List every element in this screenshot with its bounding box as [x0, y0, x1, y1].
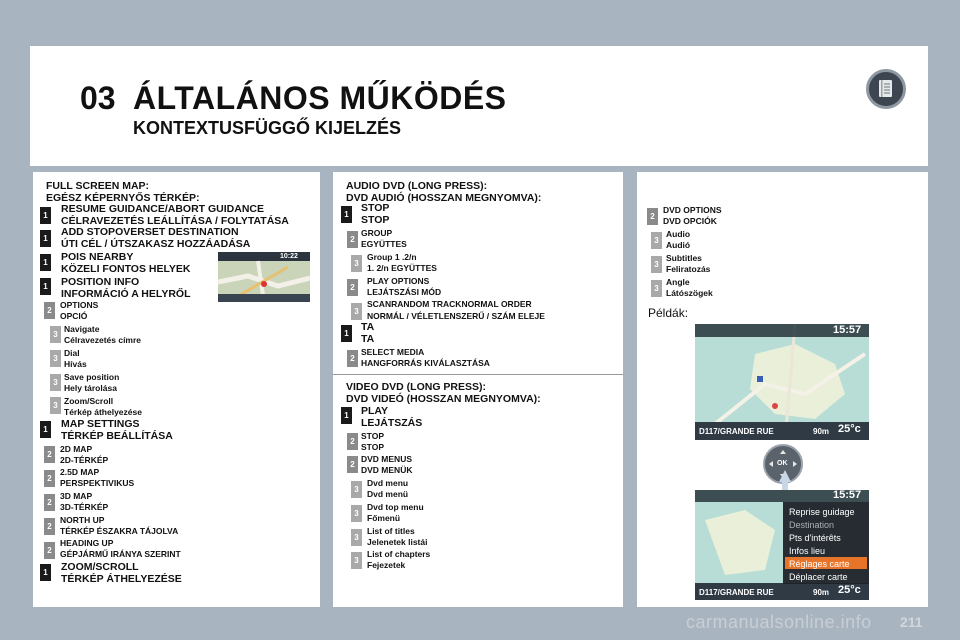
menu-item-en: Audio — [666, 229, 691, 239]
map-menu-screen-example — [695, 490, 869, 600]
menu-item-hu: DVD MENÜK — [361, 465, 413, 475]
audio-dvd-heading-en: AUDIO DVD (LONG PRESS): — [346, 180, 488, 192]
map-screen-example — [695, 324, 869, 440]
menu-item-en: PLAY — [361, 405, 389, 417]
menu-item-hu: TA — [361, 333, 375, 345]
watermark: carmanualsonline.info — [686, 612, 872, 632]
level-badge: 3 — [651, 256, 662, 273]
menu-item-en: Zoom/Scroll — [64, 396, 114, 406]
menu-item-en: 2D MAP — [60, 444, 93, 454]
context-menu-item[interactable]: Reprise guidage — [789, 507, 855, 517]
menu-item-hu: LEJÁTSZÁSI MÓD — [367, 287, 442, 297]
level-badge: 3 — [651, 232, 662, 249]
menu-item-hu: 2D-TÉRKÉP — [60, 455, 109, 465]
level-badge: 1 — [341, 206, 352, 223]
thumbnail-clock: 10:22 — [280, 253, 298, 260]
menu-item-hu: TÉRKÉP BEÁLLÍTÁSA — [61, 430, 173, 442]
context-menu-item-selected[interactable]: Réglages carte — [789, 559, 850, 569]
menu-item-en: List of titles — [367, 526, 415, 536]
page-number: 211 — [900, 614, 923, 630]
video-dvd-heading-hu: DVD VIDEÓ (HOSSZAN MEGNYOMVA): — [346, 393, 541, 405]
level-badge: 3 — [50, 326, 61, 343]
menu-item-hu: STOP — [361, 442, 384, 452]
menu-item-hu: ÚTI CÉL / ÚTSZAKASZ HOZZÁADÁSA — [61, 238, 251, 250]
page-title: ÁLTALÁNOS MŰKÖDÉS — [133, 80, 507, 116]
context-menu-item[interactable]: Pts d'intérêts — [789, 533, 841, 543]
level-badge: 2 — [44, 302, 55, 319]
menu-item-en: Dial — [64, 348, 80, 358]
screen-clock: 15:57 — [833, 324, 862, 336]
menu-item-en: SCANRANDOM TRACKNORMAL ORDER — [367, 299, 532, 309]
level-badge: 1 — [40, 254, 51, 271]
menu-item-hu: PERSPEKTIVIKUS — [60, 478, 135, 488]
menu-item-en: Navigate — [64, 324, 100, 334]
menu-item-hu: TÉRKÉP ÁTHELYEZÉSE — [61, 573, 182, 585]
menu-item-hu: TÉRKÉP ÉSZAKRA TÁJOLVA — [60, 526, 179, 536]
menu-item-en: ZOOM/SCROLL — [61, 561, 139, 573]
menu-item-en: POSITION INFO — [61, 276, 140, 288]
menu-item-en: MAP SETTINGS — [61, 418, 140, 430]
screen-temperature: 25°c — [838, 584, 861, 596]
level-badge: 1 — [341, 407, 352, 424]
level-badge: 2 — [44, 542, 55, 559]
page-subtitle: KONTEXTUSFÜGGŐ KIJELZÉS — [133, 118, 402, 138]
menu-item-hu: OPCIÓ — [60, 311, 88, 321]
menu-item-en: DVD OPTIONS — [663, 205, 722, 215]
screen-temperature: 25°c — [838, 423, 861, 435]
menu-item-en: DVD MENUS — [361, 454, 413, 464]
level-badge: 3 — [50, 374, 61, 391]
examples-label: Példák: — [648, 306, 689, 320]
screen-road-name: D117/GRANDE RUE — [699, 588, 774, 597]
menu-item-hu: STOP — [361, 214, 390, 226]
chapter-number: 03 — [80, 80, 116, 116]
menu-item-hu: Dvd menü — [367, 489, 409, 499]
menu-item-hu: Látószögek — [666, 288, 713, 298]
menu-item-en: Group 1 .2/n — [367, 252, 417, 262]
level-badge: 3 — [351, 303, 362, 320]
menu-item-en: 2.5D MAP — [60, 467, 100, 477]
level-badge: 3 — [651, 280, 662, 297]
menu-item-hu: Fejezetek — [367, 560, 406, 570]
menu-item-en: GROUP — [361, 228, 393, 238]
level-badge: 3 — [351, 255, 362, 272]
level-badge: 2 — [347, 279, 358, 296]
menu-item-hu: 3D-TÉRKÉP — [60, 502, 109, 512]
level-badge: 3 — [351, 552, 362, 569]
menu-item-en: List of chapters — [367, 549, 431, 559]
context-menu-item[interactable]: Déplacer carte — [789, 572, 848, 582]
menu-item-en: STOP — [361, 431, 384, 441]
menu-item-hu: EGYÜTTES — [361, 239, 407, 249]
menu-item-en: NORTH UP — [60, 515, 105, 525]
screen-distance: 90m — [813, 588, 830, 597]
full-screen-map-heading-en: FULL SCREEN MAP: — [46, 180, 150, 192]
menu-item-hu: Hívás — [64, 359, 87, 369]
level-badge: 3 — [50, 350, 61, 367]
navigation-map-thumbnail — [218, 252, 310, 302]
menu-item-hu: INFORMÁCIÓ A HELYRŐL — [61, 288, 191, 300]
menu-item-hu: Audió — [666, 240, 691, 250]
menu-item-en: Dvd top menu — [367, 502, 424, 512]
menu-item-hu: GÉPJÁRMŰ IRÁNYA SZERINT — [60, 549, 181, 559]
level-badge: 1 — [40, 564, 51, 581]
level-badge: 1 — [40, 230, 51, 247]
menu-item-en: ADD STOPOVERSET DESTINATION — [61, 226, 239, 238]
menu-item-hu: Célravezetés címre — [64, 335, 142, 345]
level-badge: 1 — [40, 207, 51, 224]
menu-item-en: POIS NEARBY — [61, 251, 134, 263]
level-badge: 2 — [44, 446, 55, 463]
level-badge: 2 — [44, 470, 55, 487]
video-dvd-heading-en: VIDEO DVD (LONG PRESS): — [346, 381, 487, 393]
audio-dvd-heading-hu: DVD AUDIÓ (HOSSZAN MEGNYOMVA): — [346, 192, 542, 204]
level-badge: 1 — [40, 278, 51, 295]
menu-item-en: 3D MAP — [60, 491, 93, 501]
menu-item-en: Save position — [64, 372, 120, 382]
menu-item-hu: DVD OPCIÓK — [663, 216, 717, 226]
middle-divider — [333, 374, 623, 375]
menu-item-hu: Feliratozás — [666, 264, 711, 274]
menu-item-en: Angle — [666, 277, 690, 287]
level-badge: 3 — [50, 397, 61, 414]
level-badge: 2 — [44, 494, 55, 511]
menu-item-en: STOP — [361, 202, 390, 214]
menu-item-hu: LEJÁTSZÁS — [361, 417, 423, 429]
menu-item-en: Subtitles — [666, 253, 702, 263]
context-menu-item[interactable]: Infos lieu — [789, 546, 826, 556]
menu-item-hu: 1. 2/n EGYÜTTES — [367, 263, 437, 273]
menu-item-hu: HANGFORRÁS KIVÁLASZTÁSA — [361, 358, 490, 368]
level-badge: 3 — [351, 505, 362, 522]
menu-item-hu: CÉLRAVEZETÉS LEÁLLÍTÁSA / FOLYTATÁSA — [61, 215, 289, 227]
menu-item-hu: Főmenü — [367, 513, 401, 523]
menu-item-hu: Jelenetek listái — [367, 537, 428, 547]
level-badge: 2 — [647, 208, 658, 225]
screen-road-name: D117/GRANDE RUE — [699, 427, 774, 436]
context-menu-item[interactable]: Destination — [789, 520, 835, 530]
menu-item-hu: Hely tárolása — [64, 383, 117, 393]
menu-item-en: OPTIONS — [60, 300, 99, 310]
menu-item-en: Dvd menu — [367, 478, 409, 488]
level-badge: 2 — [44, 518, 55, 535]
screen-distance: 90m — [813, 427, 830, 436]
level-badge: 3 — [351, 481, 362, 498]
level-badge: 2 — [347, 456, 358, 473]
book-icon — [866, 69, 906, 109]
menu-item-en: TA — [361, 321, 375, 333]
screen-clock: 15:57 — [833, 490, 862, 501]
full-screen-map-heading-hu: EGÉSZ KÉPERNYŐS TÉRKÉP: — [46, 192, 200, 204]
level-badge: 1 — [40, 421, 51, 438]
level-badge: 2 — [347, 350, 358, 367]
menu-item-en: RESUME GUIDANCE/ABORT GUIDANCE — [61, 203, 265, 215]
menu-item-en: HEADING UP — [60, 538, 114, 548]
menu-item-en: PLAY OPTIONS — [367, 276, 430, 286]
level-badge: 3 — [351, 529, 362, 546]
ok-label: OK — [777, 460, 788, 467]
menu-item-hu: NORMÁL / VÉLETLENSZERŰ / SZÁM ELEJE — [367, 311, 545, 321]
menu-item-en: SELECT MEDIA — [361, 347, 425, 357]
menu-item-hu: KÖZELI FONTOS HELYEK — [61, 263, 191, 275]
level-badge: 2 — [347, 433, 358, 450]
level-badge: 1 — [341, 325, 352, 342]
level-badge: 2 — [347, 231, 358, 248]
menu-item-hu: Térkép áthelyezése — [64, 407, 142, 417]
